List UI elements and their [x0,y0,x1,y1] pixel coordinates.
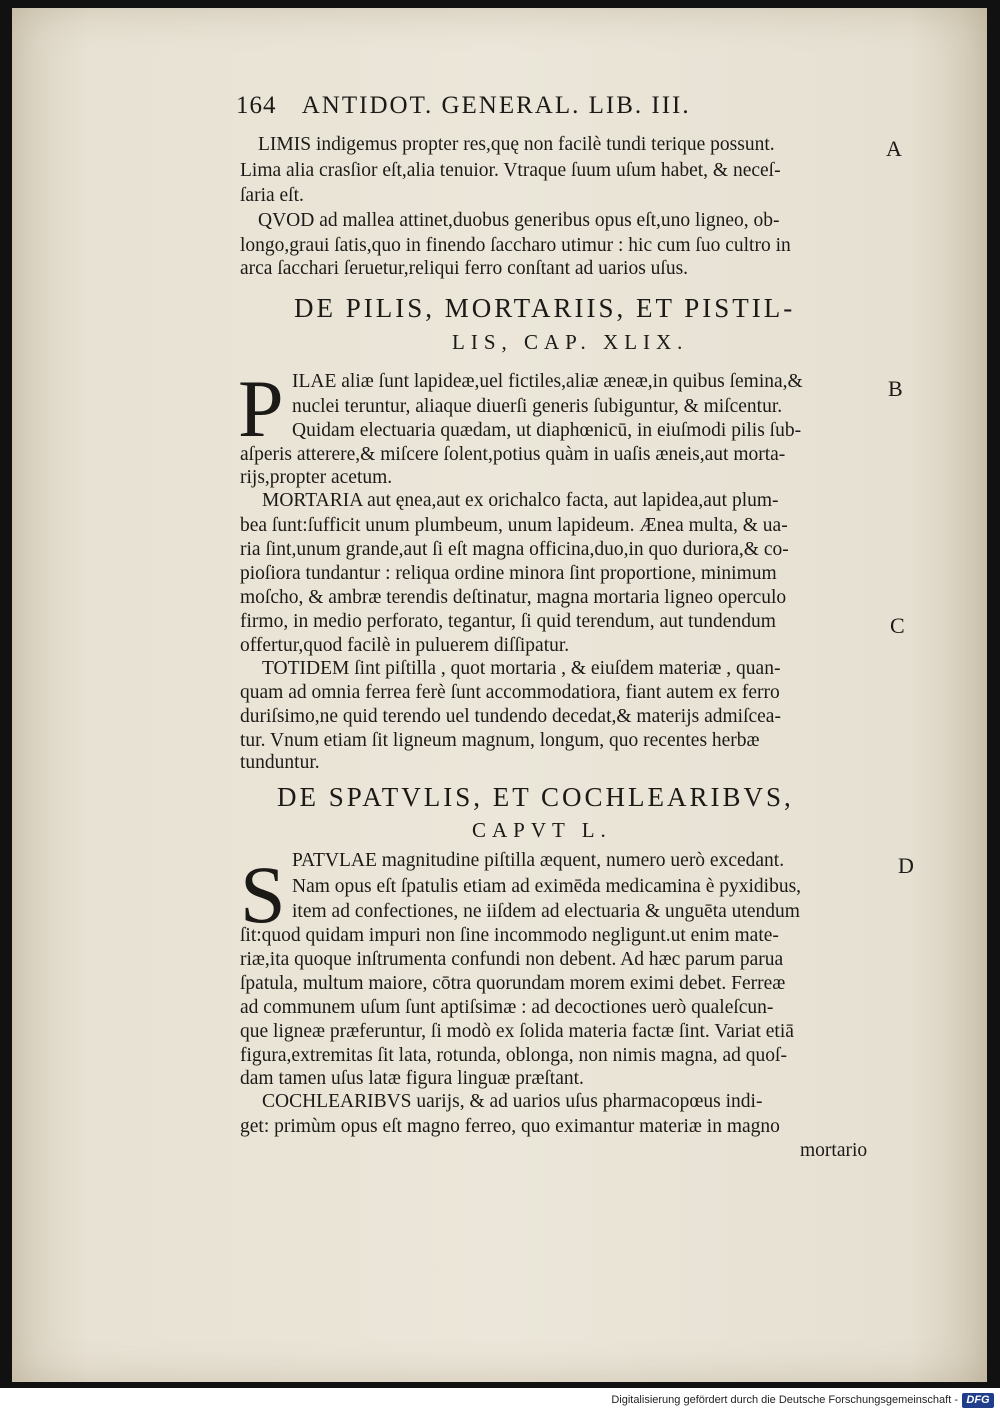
text-line: pioſiora tundantur : reliqua ordine minora ſint proportione, minimum [240,563,777,584]
text-line: moſcho, & ambræ terendis deſtinatur, magna mortaria ligneo operculo [240,587,787,608]
text-line: aſperis atterere,& miſcere ſolent,potius quàm in uaſis æneis,aut morta- [240,444,786,465]
margin-letter: D [898,853,914,878]
chapter-heading: DE SPATVLIS, ET COCHLEARIBVS, [277,782,794,812]
text-line: nuclei teruntur, aliaque diuerſi generis ſubiguntur, & miſcentur. [292,396,783,417]
margin-letter: B [888,376,903,401]
text-line: ſpatula, multum maiore, cōtra quorundam morem eximi debet. Ferreæ [240,973,786,994]
catchword: mortario [800,1140,868,1161]
text-line: MORTARIA aut ęnea,aut ex orichalco facta, aut lapidea,aut plum- [262,490,779,511]
running-title: ANTIDOT. GENERAL. LIB. III. [301,92,691,119]
text-line: rijs,propter acetum. [240,467,393,488]
text-line: get: primùm opus eſt magno ferreo, quo eximantur materiæ in magno [240,1116,780,1137]
chapter-number: CAPVT L. [472,818,612,842]
drop-cap: P [238,363,284,454]
text-line: item ad confectiones, ne iiſdem ad electuaria & unguēta utendum [292,901,800,922]
text-line: que ligneæ præferuntur, ſi modò ex ſolida materia factæ ſint. Variat etiā [240,1021,794,1042]
text-line: dam tamen uſus latæ figura linguæ præſtant. [240,1068,584,1089]
text-line: duriſsimo,ne quid terendo uel tundendo decedat,& materijs admiſcea- [240,706,781,727]
margin-letter: C [890,613,905,638]
text-line: LIMIS indigemus propter res,quę non facilè tundi terique possunt. [258,134,775,155]
text-line: figura,extremitas ſit lata, rotunda, oblonga, non nimis magna, ad quoſ- [240,1045,787,1066]
funding-credit: Digitalisierung gefördert durch die Deutsche Forschungsgemeinschaft - [611,1394,958,1406]
text-line: tur. Vnum etiam ſit ligneum magnum, longum, quo recentes herbæ [240,730,760,751]
text-line: longo,graui ſatis,quo in finendo ſaccharo utimur : hic cum ſuo cultro in [240,235,791,256]
text-line: ria ſint,unum grande,aut ſi eſt magna officina,duo,in quo duriora,& co- [240,539,789,560]
text-line: ſit:quod quidam impuri non ſine incommodo negligunt.ut enim mate- [240,925,779,946]
page-number: 164 [236,92,277,119]
text-line: QVOD ad mallea attinet,duobus generibus opus eſt,uno ligneo, ob- [258,210,780,231]
text-line: riæ,ita quoque inſtrumenta confundi non debent. Ad hæc parum parua [240,949,784,970]
running-header [236,92,836,120]
text-line: arca ſacchari ſeruetur,reliqui ferro conſtant ad uarios uſus. [240,258,689,279]
text-line: bea ſunt:ſufficit unum plumbeum, unum lapideum. Ænea multa, & ua- [240,515,788,536]
text-line: ſaria eſt. [240,185,304,206]
text-line: firmo, in medio perforato, tegantur, ſi quid terendum, aut tundendum [240,611,776,632]
margin-letter: A [886,136,902,161]
text-line: Lima alia crasſior eſt,alia tenuior. Vtraque ſuum uſum habet, & neceſ- [240,160,781,181]
text-line: ad communem uſum ſunt aptiſsimæ : ad decoctiones uerò qualeſcun- [240,997,774,1018]
chapter-heading: DE PILIS, MORTARIIS, ET PISTIL- [294,293,796,323]
text-line: offertur,quod facilè in puluerem diſſipatur. [240,635,570,656]
text-line: Nam opus eſt ſpatulis etiam ad eximēda medicamina è pyxidibus, [292,876,802,897]
dfg-logo-icon: DFG [962,1393,994,1408]
footer-bar [0,1388,1000,1415]
text-line: TOTIDEM ſint piſtilla , quot mortaria , & eiuſdem materiæ , quan- [262,658,781,679]
text-line: ILAE aliæ ſunt lapideæ,uel fictiles,aliæ æneæ,in quibus ſemina,& [292,371,803,392]
text-line: COCHLEARIBVS uarijs, & ad uarios uſus pharmacopœus indi- [262,1091,763,1112]
text-line: Quidam electuaria quædam, ut diaphœnicū, in eiuſmodi pilis ſub- [292,420,802,441]
text-line: tunduntur. [240,752,320,773]
text-line: quam ad omnia ferrea ferè ſunt accommodatiora, fiant autem ex ferro [240,682,780,703]
drop-cap: S [240,849,286,940]
text-line: PATVLAE magnitudine piſtilla æquent, numero uerò excedant. [292,850,785,871]
chapter-number: LIS, CAP. XLIX. [452,330,689,354]
